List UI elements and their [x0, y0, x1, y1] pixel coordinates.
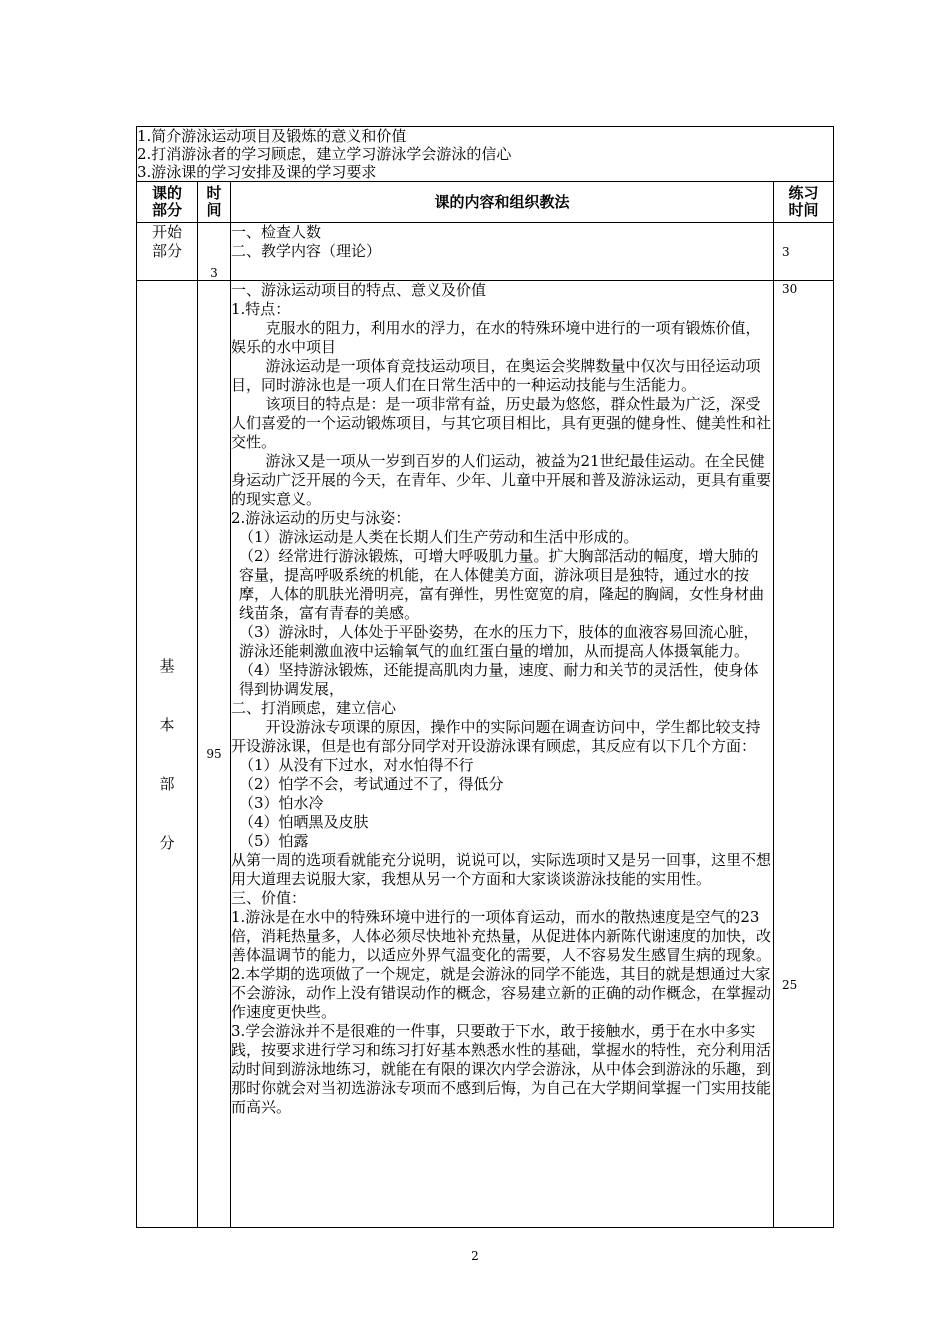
header-part [137, 182, 198, 223]
header-practice-line2: 时间 [788, 201, 819, 219]
header-time [198, 182, 231, 223]
start-label-line1: 开始 [151, 223, 182, 241]
content-paragraph: 1.特点： [231, 300, 291, 318]
header-practice-line1: 练习 [788, 184, 819, 202]
basic-section-label [137, 655, 197, 853]
basic-label-char-3: 部 [159, 775, 175, 793]
content-paragraph: （2）经常进行游泳锻炼，可增大呼吸肌力量。扩大胸部活动的幅度，增大肺的容量，提高呼吸系统的机能，在人体健美方面，游泳项目是独特，通过水的按摩，人体的肌肤光滑明亮，富有弹性，男性宽宽的肩，隆起的胸阔，女性身材曲线苗条，富有青春的美感。 [239, 547, 765, 622]
content-paragraph: （4）怕晒黑及皮肤 [239, 813, 369, 831]
content-paragraph: （1）游泳运动是人类在长期人们生产劳动和生活中形成的。 [239, 528, 639, 546]
objectives-row [137, 127, 834, 182]
content-paragraph: 3.学会游泳并不是很难的一件事，只要敢于下水，敢于接触水，勇于在水中多实践，按要求进行学习和练习打好基本熟悉水性的基础，掌握水的特性，充分利用活动时间到游泳地练习，就能在有限的课次内学会游泳，从中体会到游泳的乐趣，到那时你就会对当初选游泳专项而不感到后悔，为自己在大学期间掌握一门实用技能而高兴。 [231, 1022, 772, 1116]
content-paragraph: 一、游泳运动项目的特点、意义及价值 [231, 281, 487, 299]
content-paragraph: 开设游泳专项课的原因，操作中的实际问题在调查访问中，学生都比较支持开设游泳课，但是也有部分同学对开设游泳课有顾虑，其反应有以下几个方面： [231, 718, 761, 755]
content-paragraph: （2）怕学不会，考试通过不了，得低分 [239, 775, 504, 793]
basic-section-label-cell [137, 281, 198, 1228]
objective-2: 2.打消游泳者的学习顾虑，建立学习游泳学会游泳的信心 [137, 145, 512, 163]
basic-section-content [231, 281, 774, 1228]
basic-practice-time-1: 30 [782, 282, 798, 296]
objective-1: 1.简介游泳运动项目及锻炼的意义和价值 [137, 127, 407, 145]
start-section-time: 3 [210, 266, 218, 280]
content-paragraph: 三、价值： [231, 889, 307, 907]
header-part-line1: 课的 [151, 184, 182, 202]
content-paragraph: （5）怕露 [239, 832, 309, 850]
content-paragraph: （3）游泳时，人体处于平卧姿势，在水的压力下，肢体的血液容易回流心脏，游泳还能刺激血液中运输氧气的血红蛋白量的增加，从而提高人体摄氧能力。 [239, 623, 759, 660]
basic-label-char-4: 分 [159, 834, 175, 852]
start-section-row [137, 223, 834, 281]
content-paragraph: （3）怕水冷 [239, 794, 324, 812]
objectives-cell [137, 127, 834, 182]
header-time-line1: 时 [206, 184, 222, 202]
basic-label-char-1: 基 [159, 657, 175, 675]
header-row [137, 182, 834, 223]
content-paragraph: 2.游泳运动的历史与泳姿： [231, 509, 411, 527]
content-paragraph: 二、打消顾虑，建立信心 [231, 699, 397, 717]
header-content: 课的内容和组织教法 [231, 182, 774, 223]
start-section-content [231, 223, 774, 281]
content-paragraph: 2.本学期的选项做了一个规定，就是会游泳的同学不能选，其目的就是想通过大家不会游泳，动作上没有错误动作的概念，容易建立新的正确的动作概念，在掌握动作速度更快些。 [231, 965, 772, 1021]
content-paragraph: 游泳运动是一项体育竞技运动项目，在奥运会奖牌数量中仅次与田径运动项目，同时游泳也是一项人们在日常生活中的一种运动技能与生活能力。 [231, 357, 761, 394]
basic-section-practice-cell [774, 281, 834, 1228]
content-paragraph: （1）从没有下过水，对水怕得不行 [239, 756, 474, 774]
page-number: 2 [471, 1249, 479, 1263]
header-part-line2: 部分 [151, 201, 182, 219]
start-item-2: 二、教学内容（理论） [231, 242, 382, 260]
header-practice [774, 182, 834, 223]
objective-3: 3.游泳课的学习安排及课的学习要求 [137, 163, 377, 181]
start-section-label [137, 223, 198, 281]
start-label-line2: 部分 [151, 242, 182, 260]
content-paragraph: 该项目的特点是：是一项非常有益，历史最为悠悠，群众性最为广泛，深受人们喜爱的一个运动锻炼项目，与其它项目相比，具有更强的健身性、健美性和社交性。 [231, 395, 772, 451]
basic-paragraphs [231, 281, 773, 1117]
basic-practice-time-2: 25 [782, 978, 798, 992]
basic-section-time: 95 [198, 281, 231, 1228]
basic-label-char-2: 本 [159, 716, 175, 734]
content-paragraph: 克服水的阻力，利用水的浮力，在水的特殊环境中进行的一项有锻炼价值，娱乐的水中项目 [231, 319, 761, 356]
content-paragraph: 1.游泳是在水中的特殊环境中进行的一项体育运动，而水的散热速度是空气的23倍，消耗热量多，人体必须尽快地补充热量，从促进体内新陈代谢速度的加快，改善体温调节的能力，以适应外界气温变化的需要，人不容易发生感冒生病的现象。 [231, 908, 772, 964]
header-time-line2: 间 [206, 201, 222, 219]
start-section-time-cell [198, 223, 231, 281]
lesson-plan-table [136, 126, 834, 1228]
start-section-practice: 3 [774, 223, 834, 281]
content-paragraph: 游泳又是一项从一岁到百岁的人们运动，被益为21世纪最佳运动。在全民健身运动广泛开展的今天，在青年、少年、儿童中开展和普及游泳运动，更具有重要的现实意义。 [231, 452, 772, 508]
basic-section-row [137, 281, 834, 1228]
start-item-1: 一、检查人数 [231, 223, 322, 241]
content-paragraph: 从第一周的选项看就能充分说明，说说可以，实际选项时又是另一回事，这里不想用大道理去说服大家，我想从另一个方面和大家谈谈游泳技能的实用性。 [231, 851, 772, 888]
content-paragraph: （4）坚持游泳锻炼，还能提高肌肉力量，速度、耐力和关节的灵活性，使身体得到协调发展， [239, 661, 759, 698]
